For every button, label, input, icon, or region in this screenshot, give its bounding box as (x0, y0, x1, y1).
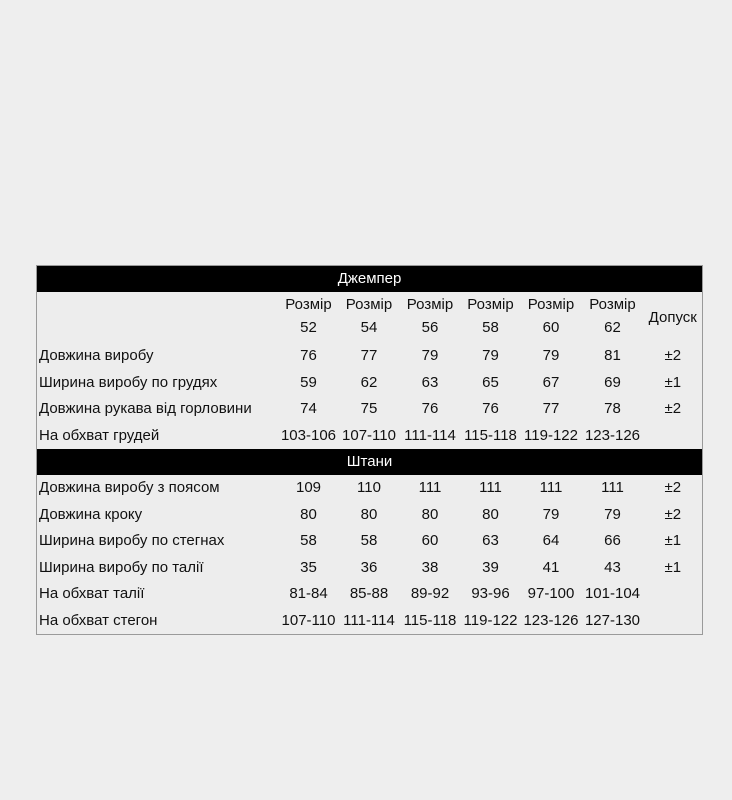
size-header-54 (339, 292, 400, 343)
measurement-cell: 111-114 (404, 426, 456, 444)
measurement-cell: 78 (604, 400, 621, 418)
pants-section-header (37, 449, 703, 475)
measurement-cell: 77 (360, 347, 378, 365)
row-label: На обхват стегон (39, 611, 158, 629)
measurement-cell: 60 (421, 532, 439, 550)
measurement-cell: 85-88 (349, 585, 389, 603)
tolerance-header: Допуск (648, 308, 697, 326)
size-header-60 (521, 292, 582, 343)
row-label: На обхват грудей (39, 426, 160, 444)
row-label: Довжина виробу (39, 347, 154, 365)
measurement-cell: 43 (604, 558, 621, 576)
table-row (37, 370, 703, 397)
measurement-cell: 59 (300, 373, 317, 391)
measurement-cell: 77 (542, 400, 560, 418)
tolerance-cell (644, 581, 703, 608)
measurement-cell: 119-122 (524, 426, 578, 444)
measurement-cell: 36 (360, 558, 378, 576)
tolerance-cell: ±2 (664, 400, 682, 418)
table-row (37, 528, 703, 555)
measurement-cell: 63 (482, 532, 499, 550)
measurement-cell: 62 (360, 373, 378, 391)
size-word: Розмір (406, 296, 454, 313)
table-row (37, 581, 703, 608)
measurement-cell: 107-110 (342, 426, 396, 444)
measurement-cell: 109 (295, 479, 322, 497)
row-label: Довжина рукава від горловини (39, 400, 252, 418)
tolerance-cell: ±1 (664, 558, 682, 576)
size-number: 60 (542, 319, 560, 336)
size-header-62 (582, 292, 644, 343)
measurement-cell: 76 (300, 347, 317, 365)
measurement-cell: 111 (601, 479, 624, 497)
table-row (37, 423, 703, 450)
measurement-cell: 93-96 (471, 585, 510, 603)
table-row (37, 555, 703, 582)
measurement-cell: 58 (360, 532, 378, 550)
measurement-cell: 64 (542, 532, 560, 550)
measurement-cell: 110 (357, 479, 381, 497)
measurement-cell: 58 (300, 532, 317, 550)
size-number: 56 (421, 319, 439, 336)
size-header-58 (461, 292, 521, 343)
measurement-cell: 79 (421, 347, 439, 365)
measurement-cell: 35 (300, 558, 317, 576)
size-word: Розмір (345, 296, 393, 313)
row-label: Ширина виробу по талії (39, 558, 204, 576)
measurement-cell: 76 (482, 400, 499, 418)
tolerance-cell: ±1 (664, 532, 682, 550)
size-chart-body (37, 266, 703, 635)
table-row (37, 475, 703, 502)
measurement-cell: 89-92 (410, 585, 450, 603)
size-header-56 (400, 292, 461, 343)
measurement-cell: 115-118 (464, 426, 517, 444)
table-row (37, 396, 703, 423)
row-label: Ширина виробу по грудях (39, 373, 218, 391)
measurement-cell: 97-100 (527, 585, 575, 603)
measurement-cell: 123-126 (584, 426, 641, 444)
row-label: Довжина кроку (39, 505, 143, 523)
measurement-cell: 111-114 (343, 611, 395, 629)
measurement-cell: 81 (604, 347, 621, 365)
jumper-title: Джемпер (37, 266, 703, 293)
tolerance-cell: ±1 (664, 373, 682, 391)
row-label: Ширина виробу по стегнах (39, 532, 225, 550)
measurement-cell: 79 (604, 505, 621, 523)
measurement-cell: 79 (482, 347, 499, 365)
measurement-cell: 119-122 (463, 611, 518, 629)
table-row (37, 343, 703, 370)
measurement-cell: 107-110 (281, 611, 336, 629)
size-number: 54 (360, 319, 378, 336)
jumper-section-header (37, 266, 703, 293)
size-number: 52 (300, 319, 317, 336)
measurement-cell: 65 (482, 373, 499, 391)
measurement-cell: 41 (542, 558, 560, 576)
pants-title: Штани (37, 449, 703, 475)
size-chart-table (36, 265, 703, 635)
size-word: Розмір (285, 296, 332, 313)
measurement-cell: 39 (482, 558, 499, 576)
size-word: Розмір (527, 296, 575, 313)
measurement-cell: 69 (604, 373, 621, 391)
tolerance-cell (644, 423, 703, 450)
size-header-empty-cell (37, 292, 279, 343)
size-word: Розмір (589, 296, 636, 313)
measurement-cell: 111 (539, 479, 563, 497)
measurement-cell: 115-118 (403, 611, 457, 629)
measurement-cell: 80 (421, 505, 439, 523)
size-header-52 (279, 292, 339, 343)
measurement-cell: 80 (360, 505, 378, 523)
measurement-cell: 66 (604, 532, 621, 550)
tolerance-cell (644, 608, 703, 635)
measurement-cell: 127-130 (584, 611, 641, 629)
measurement-cell: 103-106 (280, 426, 337, 444)
tolerance-cell: ±2 (664, 505, 682, 523)
measurement-cell: 63 (421, 373, 439, 391)
measurement-cell: 75 (360, 400, 378, 418)
size-header-row (37, 292, 703, 343)
measurement-cell: 81-84 (289, 585, 328, 603)
measurement-cell: 123-126 (523, 611, 579, 629)
size-number: 62 (604, 319, 621, 336)
tolerance-cell: ±2 (664, 347, 682, 365)
measurement-cell: 79 (542, 505, 560, 523)
measurement-cell: 67 (542, 373, 560, 391)
measurement-cell: 79 (542, 347, 560, 365)
measurement-cell: 111 (418, 479, 442, 497)
table-row (37, 502, 703, 529)
measurement-cell: 80 (300, 505, 317, 523)
row-label: Довжина виробу з поясом (39, 479, 220, 497)
table-row (37, 608, 703, 635)
size-number: 58 (482, 319, 499, 336)
measurement-cell: 80 (482, 505, 499, 523)
row-label: На обхват талії (39, 585, 145, 603)
measurement-cell: 111 (479, 479, 502, 497)
measurement-cell: 101-104 (584, 585, 641, 603)
measurement-cell: 74 (300, 400, 317, 418)
size-word: Розмір (467, 296, 514, 313)
measurement-cell: 38 (421, 558, 439, 576)
tolerance-cell: ±2 (664, 479, 682, 497)
measurement-cell: 76 (421, 400, 439, 418)
